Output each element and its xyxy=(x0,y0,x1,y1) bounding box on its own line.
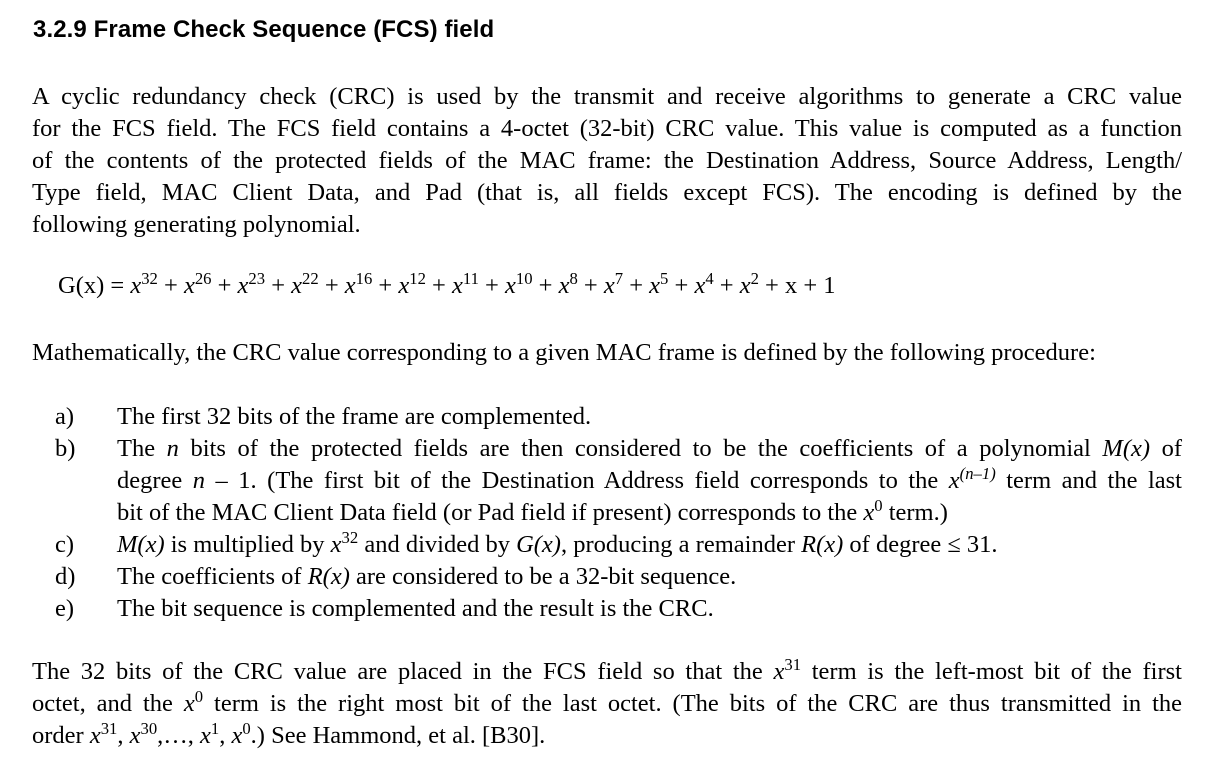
polynomial-term: + $x^{16}$ xyxy=(318,268,373,299)
intro-line: A cyclic redundancy check (CRC) is used by the transmit and receive algorithms to generate a CRC value xyxy=(32,83,1182,110)
step-label: e) xyxy=(55,595,75,622)
step-label: b) xyxy=(55,435,76,462)
polynomial-term: + $x^{10}$ xyxy=(478,268,533,299)
polynomial-term: + $x^5$ xyxy=(623,268,669,299)
generating-polynomial xyxy=(58,270,836,302)
procedure-list xyxy=(55,401,1182,625)
procedure-intro-text: Mathematically, the CRC value corresponding to a given MAC frame is defined by the following procedure: xyxy=(32,339,1096,366)
procedure-step-b xyxy=(55,433,1182,529)
step-text: The first 32 bits of the frame are complemented. xyxy=(117,403,592,430)
intro-line: following generating polynomial. xyxy=(32,211,361,238)
intro-line: Type field, MAC Client Data, and Pad (that is, all fields except FCS). The encoding is defined by the xyxy=(32,179,1182,206)
polynomial-term: + $x^8$ xyxy=(532,268,578,299)
intro-line: for the FCS field. The FCS field contains a 4-octet (32-bit) CRC value. This value is computed as a function xyxy=(32,115,1182,142)
step-text: M(x) is multiplied by $x^{32}$ and divided by G(x), producing a remainder R(x) of degree ≤ 31. xyxy=(117,527,998,558)
procedure-step-e xyxy=(55,593,1182,625)
step-text-line: degree n – 1. (The first bit of the Destination Address field corresponds to the $x^{(n-1)}$ term and the last xyxy=(117,463,1182,494)
polynomial-term: + $x^{11}$ xyxy=(425,268,479,299)
closing-line: order $x^{31}$, $x^{30},\dots$, $x^1$, $x^0$.) See Hammond, et al. [B30]. xyxy=(32,718,546,749)
procedure-step-c xyxy=(55,529,1182,561)
polynomial-term: + $x^2$ xyxy=(713,268,759,299)
polynomial-term: + $x^{12}$ xyxy=(372,268,426,299)
step-text: The coefficients of R(x) are considered to be a 32-bit sequence. xyxy=(117,563,737,590)
procedure-step-a xyxy=(55,401,1182,433)
procedure-step-d xyxy=(55,561,1182,593)
polynomial-term: + $x^{23}$ xyxy=(211,268,266,299)
step-text-line: bit of the MAC Client Data field (or Pad field if present) corresponds to the $x^0$ term.) xyxy=(117,495,948,526)
polynomial-tail: + x + 1 xyxy=(758,272,836,299)
intro-paragraph xyxy=(32,81,1182,241)
polynomial-term: + $x^4$ xyxy=(668,268,714,299)
step-label: c) xyxy=(55,531,75,558)
closing-line: octet, and the $x^0$ term is the right most bit of the last octet. (The bits of the CRC are thus transmitted in the xyxy=(32,686,1183,717)
step-text-line: The n bits of the protected fields are then considered to be the coefficients of a polynomial M(x) of xyxy=(117,435,1182,462)
polynomial-term: + $x^{22}$ xyxy=(265,268,319,299)
section-heading: 3.2.9 Frame Check Sequence (FCS) field xyxy=(33,16,495,43)
polynomial-term: + $x^{26}$ xyxy=(157,268,212,299)
polynomial-term: + $x^7$ xyxy=(577,268,624,299)
intro-line: of the contents of the protected fields of the MAC frame: the Destination Address, Source Address, Length/ xyxy=(32,147,1182,174)
step-text: The bit sequence is complemented and the result is the CRC. xyxy=(117,595,714,622)
step-label: a) xyxy=(55,403,75,430)
polynomial-term: $x^{32}$ xyxy=(130,268,158,299)
closing-line: The 32 bits of the CRC value are placed in the FCS field so that the $x^{31}$ term is the left-most bit of the first xyxy=(32,654,1182,685)
polynomial-terms xyxy=(130,268,759,299)
closing-paragraph xyxy=(32,656,1182,752)
procedure-intro xyxy=(32,337,1182,369)
step-label: d) xyxy=(55,563,76,590)
polynomial-lhs: G(x) = xyxy=(58,272,131,299)
